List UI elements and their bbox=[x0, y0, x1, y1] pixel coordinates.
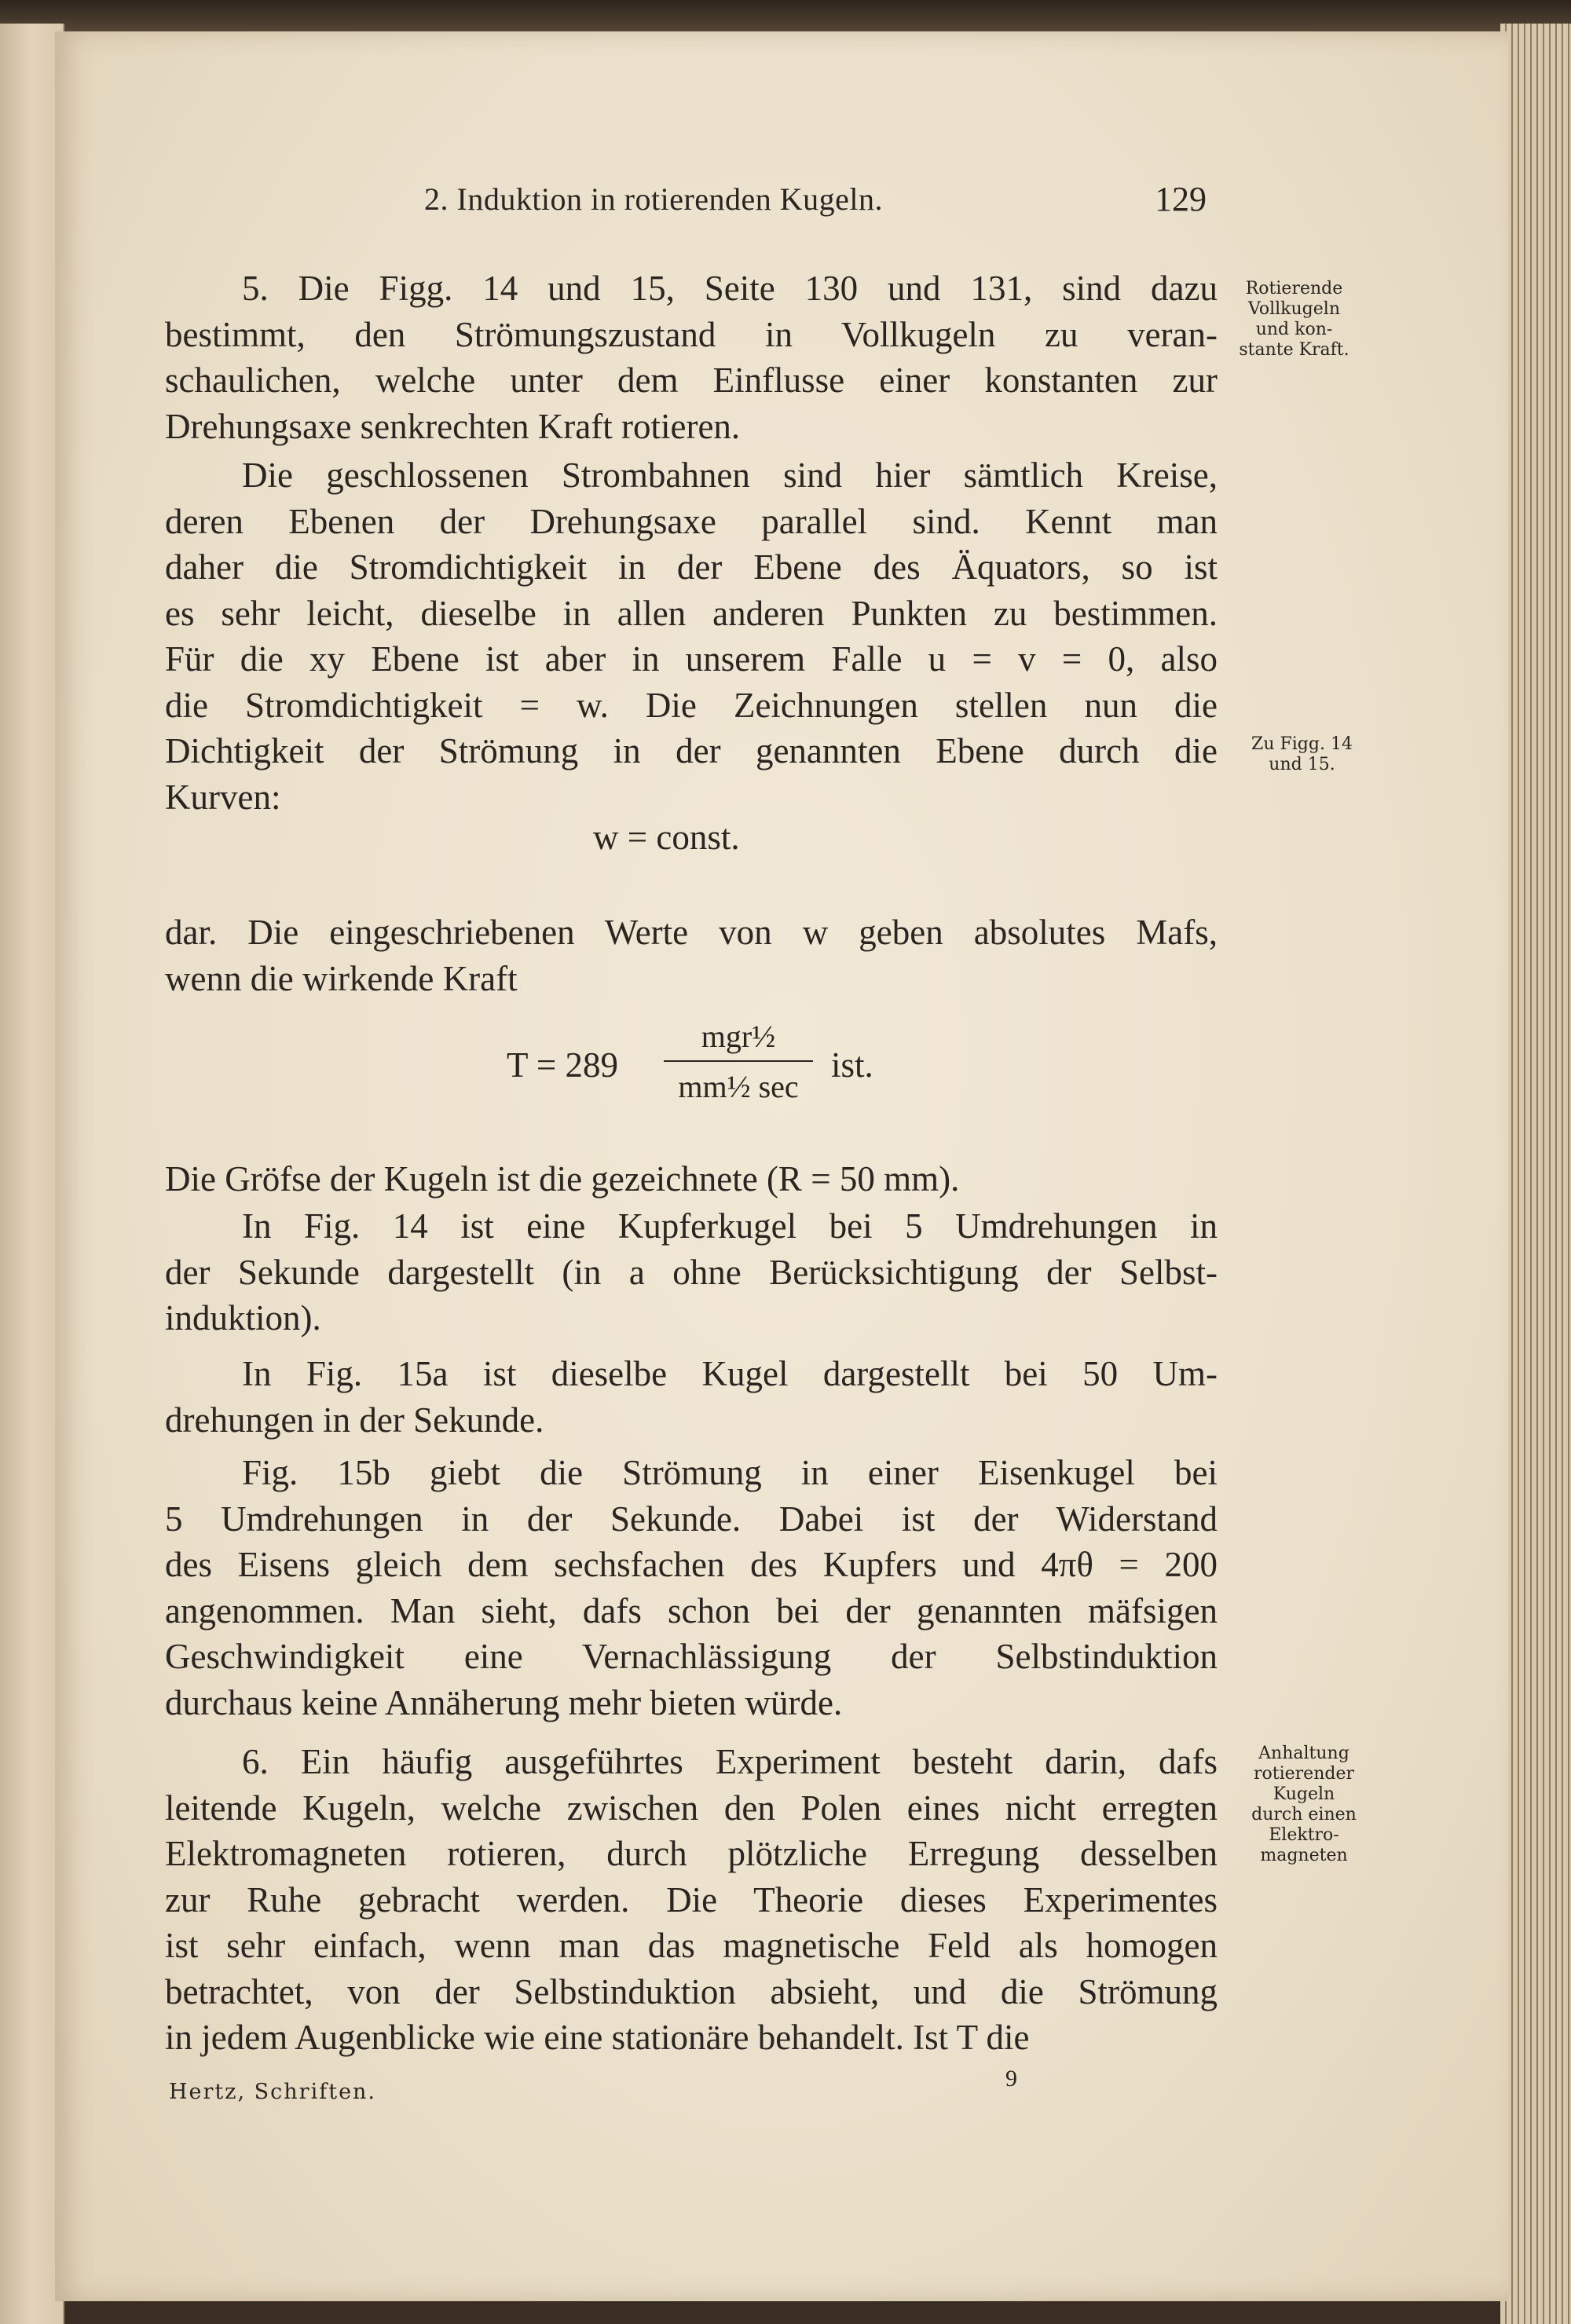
text-line: zur Ruhe gebracht werden. Die Theorie dieses Experimentes bbox=[165, 1879, 1218, 1920]
text-line: wenn die wirkende Kraft bbox=[165, 958, 518, 998]
text-line: der Sekunde dargestellt (in a ohne Berücksichtigung der Selbst- bbox=[165, 1252, 1218, 1292]
margin-note-line: Anhaltung bbox=[1258, 1744, 1349, 1763]
text-line: Die Gröfse der Kugeln ist die gezeichnete (R = 50 mm). bbox=[165, 1159, 960, 1199]
paragraph-6 bbox=[165, 1351, 1218, 1443]
margin-note-anhaltung bbox=[1233, 1744, 1375, 1866]
paragraph-8 bbox=[165, 1739, 1218, 2061]
margin-note-zu-figg bbox=[1229, 734, 1375, 775]
text-line: In Fig. 15a ist dieselbe Kugel dargestellt bei 50 Um- bbox=[242, 1354, 1218, 1393]
text-line: 6. Ein häufig ausgeführtes Experiment besteht darin, dafs bbox=[242, 1742, 1218, 1781]
formula-T-lhs: T = 289 bbox=[507, 1045, 619, 1085]
margin-note-line: Rotierende bbox=[1245, 279, 1343, 298]
footer-source: Hertz, Schriften. bbox=[169, 2080, 377, 2104]
page-stack-edge bbox=[1500, 24, 1571, 2324]
formula-T-suffix: ist. bbox=[831, 1045, 873, 1085]
text-line: die Stromdichtigkeit = w. Die Zeichnungen stellen nun die bbox=[165, 685, 1218, 725]
text-line: drehungen in der Sekunde. bbox=[165, 1400, 544, 1440]
margin-note-line: magneten bbox=[1260, 1846, 1348, 1865]
text-line: Für die xy Ebene ist aber in unserem Falle u = v = 0, also bbox=[165, 639, 1218, 679]
margin-note-line: Zu Figg. 14 bbox=[1251, 734, 1353, 754]
margin-note-rotierende-vollkugeln bbox=[1229, 279, 1359, 360]
text-line: in jedem Augenblicke wie eine stationäre behandelt. Ist T die bbox=[165, 2018, 1030, 2057]
running-header: 2. Induktion in rotierenden Kugeln. bbox=[424, 181, 884, 217]
text-line: Geschwindigkeit eine Vernachlässigung der Selbstinduktion bbox=[165, 1637, 1218, 1676]
text-line: Elektromagneten rotieren, durch plötzliche Erregung desselben bbox=[165, 1834, 1218, 1873]
text-line: schaulichen, welche unter dem Einflusse einer konstanten zur bbox=[165, 360, 1218, 400]
formula-fraction-bar bbox=[664, 1060, 813, 1062]
text-line: induktion). bbox=[165, 1298, 321, 1338]
paragraph-1 bbox=[165, 265, 1218, 449]
text-line: Drehungsaxe senkrechten Kraft rotieren. bbox=[165, 406, 741, 446]
margin-note-line: durch einen bbox=[1251, 1805, 1357, 1824]
text-line: durchaus keine Annäherung mehr bieten würde. bbox=[165, 1682, 843, 1722]
text-line: In Fig. 14 ist eine Kupferkugel bei 5 Umdrehungen in bbox=[242, 1206, 1218, 1246]
margin-note-line: und 15. bbox=[1269, 755, 1335, 774]
margin-note-line: stante Kraft. bbox=[1239, 340, 1349, 360]
formula-w-const: w = const. bbox=[593, 818, 740, 857]
text-line: Die geschlossenen Strombahnen sind hier sämtlich Kreise, bbox=[242, 456, 1218, 495]
formula-T-denominator: mm½ sec bbox=[678, 1069, 799, 1104]
text-line: 5 Umdrehungen in der Sekunde. Dabei ist der Widerstand bbox=[165, 1499, 1218, 1539]
text-line: ist sehr einfach, wenn man das magnetische Feld als homogen bbox=[165, 1926, 1218, 1965]
formula-T-numerator: mgr½ bbox=[701, 1019, 776, 1054]
margin-note-line: Vollkugeln bbox=[1248, 299, 1340, 319]
text-line: deren Ebenen der Drehungsaxe parallel sind. Kennt man bbox=[165, 501, 1218, 541]
page-number: 129 bbox=[1155, 180, 1207, 218]
margin-note-line: rotierender bbox=[1254, 1764, 1354, 1784]
margin-note-line: Elektro- bbox=[1269, 1825, 1339, 1845]
text-line: betrachtet, von der Selbstinduktion absieht, und die Strömung bbox=[165, 1971, 1218, 2011]
footer-signature: 9 bbox=[1005, 2066, 1017, 2092]
text-line: es sehr leicht, dieselbe in allen anderen Punkten zu bestimmen. bbox=[165, 593, 1218, 633]
text-line: bestimmt, den Strömungszustand in Vollkugeln zu veran- bbox=[165, 314, 1218, 354]
text-line: des Eisens gleich dem sechsfachen des Kupfers und 4πθ = 200 bbox=[165, 1545, 1218, 1584]
text-line: daher die Stromdichtigkeit in der Ebene des Äquators, so ist bbox=[165, 547, 1218, 587]
paragraph-2 bbox=[165, 452, 1218, 820]
text-line: Fig. 15b giebt die Strömung in einer Eisenkugel bei bbox=[242, 1453, 1218, 1492]
margin-note-line: Kugeln bbox=[1273, 1784, 1335, 1804]
text-line: Kurven: bbox=[165, 777, 281, 817]
paragraph-4 bbox=[165, 1156, 1218, 1202]
text-line: leitende Kugeln, welche zwischen den Polen eines nicht erregten bbox=[165, 1788, 1218, 1828]
paragraph-5 bbox=[165, 1203, 1218, 1341]
text-line: dar. Die eingeschriebenen Werte von w geben absolutes Mafs, bbox=[165, 913, 1218, 952]
text-line: angenommen. Man sieht, dafs schon bei der genannten mäfsigen bbox=[165, 1590, 1218, 1630]
paragraph-7 bbox=[165, 1450, 1218, 1726]
text-line: Dichtigkeit der Strömung in der genannten Ebene durch die bbox=[165, 731, 1218, 770]
paragraph-3 bbox=[165, 909, 1218, 1001]
margin-note-line: und kon- bbox=[1255, 320, 1333, 339]
text-line: 5. Die Figg. 14 und 15, Seite 130 und 131, sind dazu bbox=[242, 269, 1218, 308]
